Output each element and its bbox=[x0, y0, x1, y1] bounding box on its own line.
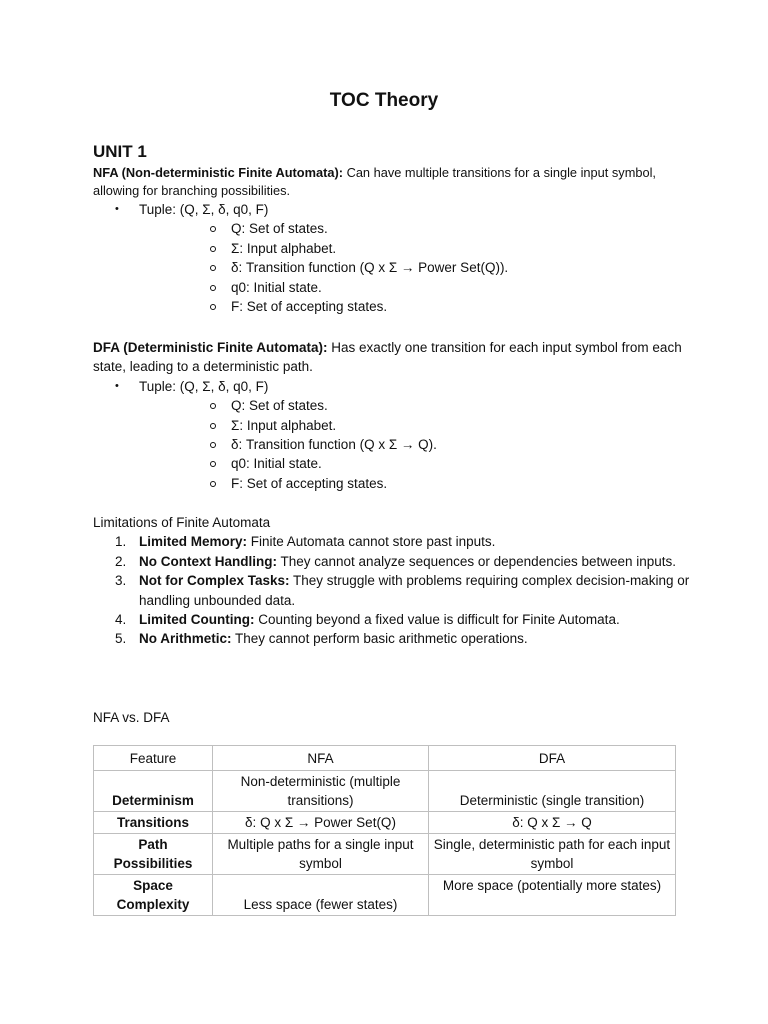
circle-bullet-icon bbox=[210, 403, 216, 409]
circle-bullet-icon bbox=[210, 265, 216, 271]
nfa-components-list bbox=[139, 219, 693, 316]
list-item bbox=[139, 396, 693, 415]
nfa-tuple-item bbox=[93, 200, 693, 316]
nfa-item-text: δ: Transition function (Q x Σ → Power Set(Q)). bbox=[231, 260, 509, 276]
list-item bbox=[93, 532, 693, 551]
nfa-description: Can have multiple transitions for a single input symbol, allowing for branching possibilities. bbox=[93, 165, 656, 198]
table-header-row bbox=[94, 746, 676, 771]
circle-bullet-icon bbox=[210, 246, 216, 252]
nfa-tuple-list bbox=[93, 200, 693, 316]
list-item bbox=[139, 454, 693, 473]
dfa-item-text: Σ: Input alphabet. bbox=[231, 417, 337, 433]
circle-bullet-icon bbox=[210, 304, 216, 310]
list-item bbox=[139, 416, 693, 435]
limitation-text: They cannot perform basic arithmetic operations. bbox=[231, 631, 528, 647]
limitation-text: They cannot analyze sequences or dependencies between inputs. bbox=[277, 553, 677, 569]
list-number: 5. bbox=[115, 631, 127, 647]
list-item bbox=[139, 435, 693, 454]
limitation-term: No Context Handling: bbox=[139, 553, 277, 569]
table-cell-feature: Space Complexity bbox=[94, 875, 213, 916]
nfa-item-text: Σ: Input alphabet. bbox=[231, 240, 337, 256]
table-row bbox=[94, 812, 676, 834]
list-item bbox=[139, 219, 693, 238]
limitation-term: Not for Complex Tasks: bbox=[139, 573, 290, 589]
comparison-heading-block bbox=[93, 708, 693, 727]
dfa-definition bbox=[93, 338, 693, 377]
list-item bbox=[93, 571, 693, 610]
dfa-term: DFA (Deterministic Finite Automata): bbox=[93, 340, 328, 355]
nfa-section bbox=[93, 164, 693, 316]
list-number: 1. bbox=[115, 534, 127, 550]
limitation-text: Counting beyond a fixed value is difficult for Finite Automata. bbox=[254, 612, 620, 628]
list-item bbox=[93, 629, 693, 648]
limitations-list bbox=[93, 532, 693, 648]
nfa-item-text: q0: Initial state. bbox=[231, 279, 322, 295]
circle-bullet-icon bbox=[210, 285, 216, 291]
dfa-tuple: Tuple: (Q, Σ, δ, q0, F) bbox=[139, 378, 269, 394]
limitation-text: Finite Automata cannot store past inputs. bbox=[247, 534, 496, 550]
table-cell-dfa: More space (potentially more states) bbox=[429, 875, 676, 916]
dfa-tuple-list bbox=[93, 377, 693, 493]
comparison-table bbox=[93, 745, 676, 916]
list-item bbox=[93, 552, 693, 571]
list-number: 4. bbox=[115, 612, 127, 628]
table-cell-feature: Path Possibilities bbox=[94, 834, 213, 875]
limitation-term: Limited Memory: bbox=[139, 534, 248, 550]
dfa-item-text: F: Set of accepting states. bbox=[231, 475, 388, 491]
nfa-item-text: Q: Set of states. bbox=[231, 221, 328, 237]
header-feature: Feature bbox=[94, 746, 213, 771]
comparison-heading: NFA vs. DFA bbox=[93, 710, 170, 725]
list-item bbox=[139, 474, 693, 493]
list-item bbox=[93, 610, 693, 629]
circle-bullet-icon bbox=[210, 481, 216, 487]
list-number: 2. bbox=[115, 553, 127, 569]
table-row bbox=[94, 875, 676, 916]
table-cell-nfa: Less space (fewer states) bbox=[213, 875, 429, 916]
list-number: 3. bbox=[115, 573, 127, 589]
document-title: TOC Theory bbox=[329, 90, 439, 111]
dfa-description: Has exactly one transition for each input symbol from each state, leading to a deterministic path. bbox=[93, 340, 682, 375]
table-cell-dfa: Single, deterministic path for each input symbol bbox=[429, 834, 676, 875]
dfa-item-text: q0: Initial state. bbox=[231, 456, 322, 472]
table-cell-nfa: Non-deterministic (multiple transitions) bbox=[213, 771, 429, 812]
circle-bullet-icon bbox=[210, 461, 216, 467]
limitation-text: They struggle with problems requiring complex decision-making or handling unbounded data. bbox=[139, 573, 690, 608]
table-row bbox=[94, 834, 676, 875]
dfa-section bbox=[93, 338, 693, 493]
table-row bbox=[94, 771, 676, 812]
dfa-tuple-item bbox=[93, 377, 693, 493]
header-nfa: NFA bbox=[213, 746, 429, 771]
table-cell-feature: Determinism bbox=[94, 771, 213, 812]
list-item bbox=[139, 258, 693, 277]
table-cell-dfa: δ: Q x Σ → Q bbox=[429, 812, 676, 834]
header-dfa: DFA bbox=[429, 746, 676, 771]
dfa-item-text: Q: Set of states. bbox=[231, 398, 328, 414]
list-item bbox=[139, 297, 693, 316]
limitations-section bbox=[93, 513, 693, 649]
circle-bullet-icon bbox=[210, 442, 216, 448]
nfa-term: NFA (Non-deterministic Finite Automata): bbox=[93, 165, 344, 180]
unit-heading: UNIT 1 bbox=[93, 142, 147, 161]
circle-bullet-icon bbox=[210, 423, 216, 429]
table-cell-nfa: Multiple paths for a single input symbol bbox=[213, 834, 429, 875]
dfa-item-text: δ: Transition function (Q x Σ → Q). bbox=[231, 437, 437, 453]
circle-bullet-icon bbox=[210, 226, 216, 232]
list-item bbox=[139, 278, 693, 297]
dfa-components-list bbox=[139, 396, 693, 493]
nfa-definition bbox=[93, 164, 693, 200]
limitation-term: Limited Counting: bbox=[139, 612, 255, 628]
limitations-heading: Limitations of Finite Automata bbox=[93, 515, 271, 530]
nfa-tuple: Tuple: (Q, Σ, δ, q0, F) bbox=[139, 202, 269, 217]
limitation-term: No Arithmetic: bbox=[139, 631, 232, 647]
table-cell-dfa: Deterministic (single transition) bbox=[429, 771, 676, 812]
nfa-item-text: F: Set of accepting states. bbox=[231, 299, 388, 315]
list-item bbox=[139, 239, 693, 258]
table-cell-feature: Transitions bbox=[94, 812, 213, 834]
table-cell-nfa: δ: Q x Σ → Power Set(Q) bbox=[213, 812, 429, 834]
